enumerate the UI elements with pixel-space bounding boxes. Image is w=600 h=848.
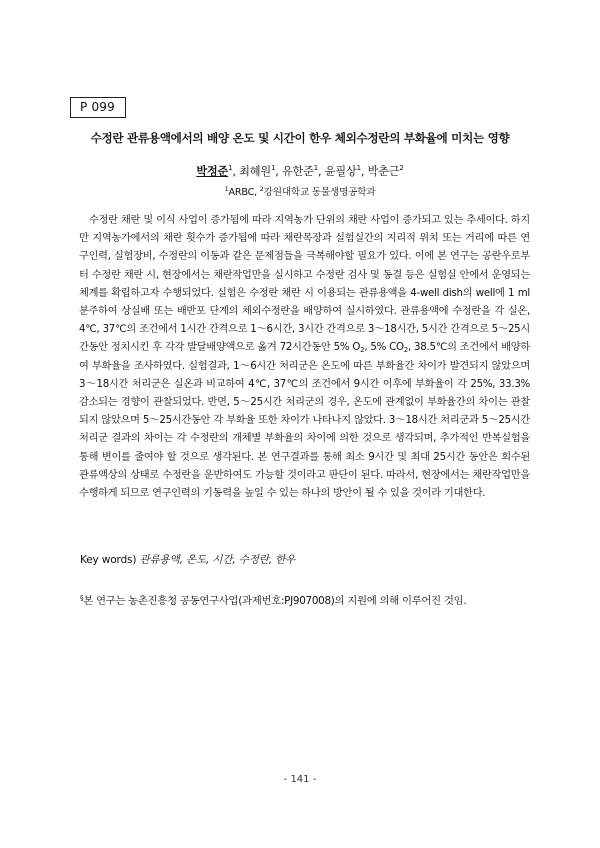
paper-title: 수정란 관류용액에서의 배양 온도 및 시간이 한우 체외수정란의 부화율에 미치는 영향: [90, 131, 510, 145]
keywords-label: Key words): [80, 554, 137, 566]
author-separator: ,: [232, 165, 240, 178]
abstract-text: , 5% CO: [364, 342, 404, 354]
page-number: - 141 -: [283, 774, 317, 785]
author-list: [40, 163, 560, 179]
author-affiliation-mark: 2: [399, 164, 404, 172]
abstract-text: , 38.5℃의 조건에서 배양하여 부화율을 조사하였다. 실험결과, 1～6시간 처리군은 온도에 따른 부화율간 차이가 발견되지 않았으며 3～18시간 처리군은 실온과 비교하여 4℃, 37℃의 조건에서 9시간 이후에 부화율이 각 25%, 33.3% 감소되는 경향이 관찰되었다. 반면, 5～25시간 처리군의 경우, 온도에 관계없이 부화율간의 차이는 관찰되지 않았으며 5～25시간동안 각 부화율 또한 차이가 나타나지 않았다. 3～18시간 처리군과 5～25시간 처리군 결과의 차이는 각 수정란의 개체별 부화율의 차이에 의한 것으로 생각되며, 추가적인 반복실험을 통해 변이를 줄여야 할 것으로 생각된다. 본 연구결과를 통해 최소 9시간 및 최대 25시간 동안은 회수된 관류액상의 상태로 수정란을 운반하여도 가능할 것이라고 판단이 된다. 따라서, 현장에서는 채란작업만을 수행하게 되므로 연구인력의 기동력을 높일 수 있는 하나의 방안이 될 수 있을 것이라 기대한다.: [79, 342, 530, 500]
author-name: 유한준: [281, 165, 314, 178]
affiliation-mark: 2: [259, 185, 264, 193]
keywords-line: [80, 552, 295, 567]
author-affiliation-mark: 1: [270, 164, 276, 172]
author-name: 박정준: [196, 165, 229, 178]
abstract-text: 수정란 채란 및 이식 사업이 증가됨에 따라 지역농가 단위의 채란 사업이 증가되고 있는 추세이다. 하지만 지역농가에서의 채란 횟수가 증가됨에 따라 채란목장과 실험실간의 지리적 위치 또는 거리에 따른 연구인력, 실험장비, 수정란의 이동과 같은 문제점들을 극복해야할 필요가 있다. 이에 본 연구는 공란우로부터 수정란 채란 시, 현장에서는 채란작업만을 실시하고 수정란 검사 및 동결 등은 실험실 안에서 운영되는 체계를 확립하고자 수행되었다. 실험은 수정란 채란 시 이용되는 관류용액을 4-well dish의 well에 1 ml 분주하여 상실배 또는 배반포 단계의 체외수정란을 배양하여 실시하였다. 관류용액에 수정란을 각 실온, 4℃, 37℃의 조건에서 1시간 간격으로 1～6시간, 3시간 간격으로 3～18시간, 5시간 간격으로 5～25시간동안 정치시킨 후 각각 발달배양액으로 옮겨 72시간동안 5% O: [79, 215, 530, 354]
funding-note: [80, 592, 540, 607]
poster-code: P 099: [70, 97, 126, 118]
author-affiliation-mark: 1: [313, 164, 319, 172]
subscript: 2: [403, 346, 408, 355]
author-name: 최혜원: [239, 165, 271, 178]
affiliation-mark: 1: [224, 185, 229, 193]
subscript: 2: [360, 346, 365, 355]
author-affiliation-mark: 1: [228, 164, 233, 172]
author-name: 박춘근: [367, 165, 400, 178]
author-name: 윤필상: [324, 165, 357, 178]
affiliation-name: ARBC,: [228, 187, 260, 198]
author-separator: ,: [360, 165, 368, 178]
affiliations: [40, 184, 560, 198]
author-separator: ,: [275, 165, 282, 178]
author-separator: ,: [318, 165, 325, 178]
affiliation-name: 강원대학교 동물생명공학과: [263, 187, 376, 198]
footnote-mark: §: [80, 594, 84, 602]
keywords-values: 관류용액, 온도, 시간, 수정란, 한우: [139, 554, 296, 566]
funding-text: 본 연구는 농촌진흥청 공동연구사업(과제번호:PJ907008)의 지원에 의해 이루어진 것임.: [83, 595, 467, 607]
abstract-body: [79, 212, 530, 503]
author-affiliation-mark: 1: [356, 164, 361, 172]
